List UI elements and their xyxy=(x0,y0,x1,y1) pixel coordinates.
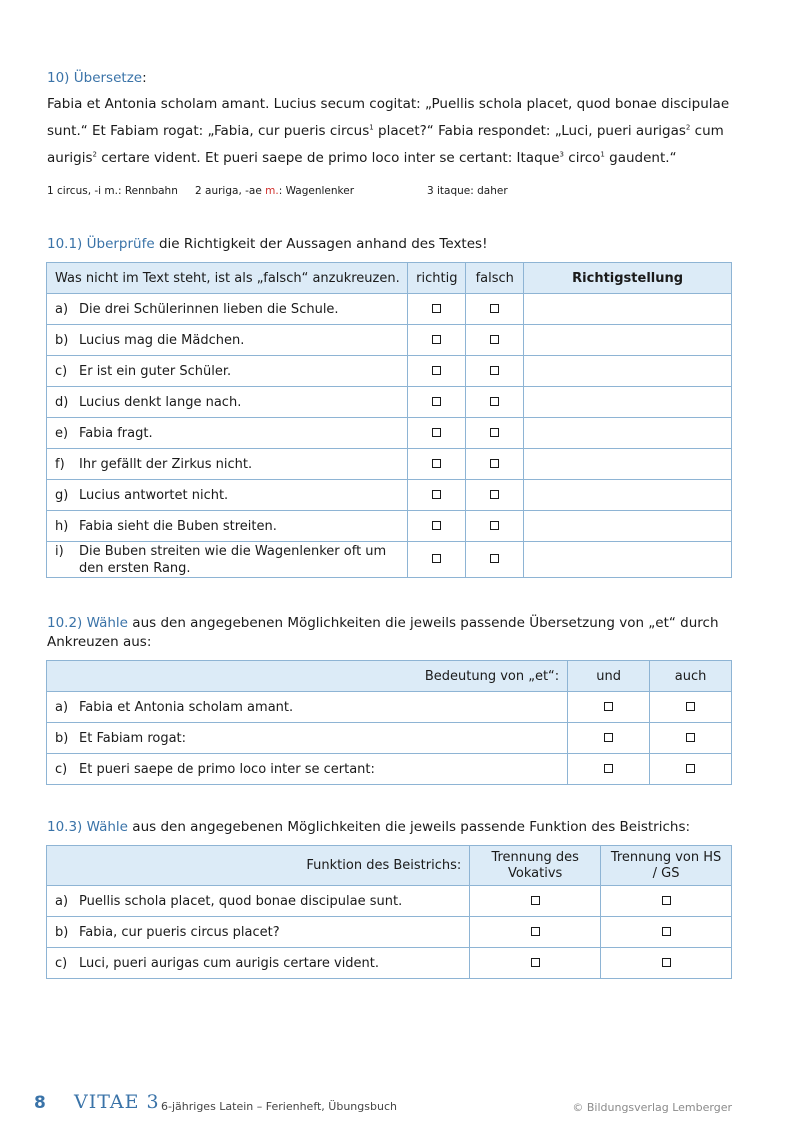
correction-field[interactable] xyxy=(524,387,732,418)
task1-header-richtigstellung: Richtigstellung xyxy=(524,263,732,294)
correction-field[interactable] xyxy=(524,325,732,356)
richtig-checkbox[interactable] xyxy=(432,335,441,344)
correction-field[interactable] xyxy=(524,294,732,325)
task1-instruction xyxy=(47,235,747,254)
richtig-checkbox[interactable] xyxy=(432,459,441,468)
table-row xyxy=(47,387,732,418)
falsch-checkbox[interactable] xyxy=(490,366,499,375)
row-letter: c) xyxy=(55,363,68,379)
latin-line-2b: placet?“ Fabia respondet: „Luci, pueri aurigas xyxy=(373,123,686,139)
statement-cell xyxy=(47,387,408,418)
row-text: Luci, pueri aurigas cum aurigis certare vident. xyxy=(79,955,380,971)
falsch-cell[interactable] xyxy=(466,418,524,449)
row-letter: c) xyxy=(55,761,68,777)
row-letter: c) xyxy=(55,955,68,971)
footnote-1: 1 circus, -i m.: Rennbahn xyxy=(47,185,178,197)
table-row xyxy=(47,948,732,979)
footnote-ref-2: 2 xyxy=(685,123,691,132)
richtig-checkbox[interactable] xyxy=(432,304,441,313)
row-letter: f) xyxy=(55,456,65,472)
latin-line-3b: certare vident. Et pueri saepe de primo loco inter se certant: Itaque xyxy=(96,150,560,166)
latin-line-3c: circo xyxy=(563,150,601,166)
richtig-cell[interactable] xyxy=(408,356,466,387)
row-text: Fabia, cur pueris circus placet? xyxy=(79,924,280,940)
row-text: Lucius denkt lange nach. xyxy=(79,394,242,410)
statement-cell xyxy=(47,542,408,578)
falsch-cell[interactable] xyxy=(466,480,524,511)
falsch-checkbox[interactable] xyxy=(490,428,499,437)
sentence-cell xyxy=(47,948,470,979)
richtig-checkbox[interactable] xyxy=(432,366,441,375)
hs-gs-cell[interactable] xyxy=(601,917,732,948)
latin-line-1: Fabia et Antonia scholam amant. Lucius secum cogitat: „Puellis schola placet, quod bonae discipulae xyxy=(47,96,730,112)
richtig-cell[interactable] xyxy=(408,325,466,356)
task2-table xyxy=(46,660,732,785)
row-letter: d) xyxy=(55,394,69,410)
row-letter: b) xyxy=(55,332,69,348)
row-letter: i) xyxy=(55,543,64,559)
footnote-3: 3 itaque: daher xyxy=(427,185,508,197)
und-cell[interactable] xyxy=(568,754,650,785)
falsch-cell[interactable] xyxy=(466,387,524,418)
hs-gs-checkbox[interactable] xyxy=(662,958,671,967)
richtig-cell[interactable] xyxy=(408,542,466,578)
task3-text: aus den angegebenen Möglichkeiten die jeweils passende Funktion des Beistrichs: xyxy=(128,819,691,835)
row-text: Die drei Schülerinnen lieben die Schule. xyxy=(79,301,339,317)
task1-text: die Richtigkeit der Aussagen anhand des Textes! xyxy=(154,236,488,252)
footnote-2-gender: m. xyxy=(265,185,279,197)
footnote-2-text: 2 auriga, -ae xyxy=(195,185,266,197)
vokativ-cell[interactable] xyxy=(470,917,601,948)
task1-label: 10.1) Überprüfe xyxy=(47,236,155,252)
correction-field[interactable] xyxy=(524,418,732,449)
footnote-ref-4: 3 xyxy=(559,150,564,159)
sentence-cell xyxy=(47,917,470,948)
sentence-cell xyxy=(47,886,470,917)
latin-line-2a: sunt.“ Et Fabiam rogat: „Fabia, cur pueris circus xyxy=(47,123,370,139)
und-cell[interactable] xyxy=(568,723,650,754)
table-row xyxy=(47,886,732,917)
richtig-checkbox[interactable] xyxy=(432,554,441,563)
und-checkbox[interactable] xyxy=(604,764,613,773)
auch-checkbox[interactable] xyxy=(686,733,695,742)
vokativ-checkbox[interactable] xyxy=(531,927,540,936)
row-letter: h) xyxy=(55,518,69,534)
auch-checkbox[interactable] xyxy=(686,702,695,711)
task3-header-function: Funktion des Beistrichs: xyxy=(47,846,470,886)
task1-header-row xyxy=(47,263,732,294)
row-letter: b) xyxy=(55,924,69,940)
falsch-cell[interactable] xyxy=(466,294,524,325)
und-cell[interactable] xyxy=(568,692,650,723)
falsch-checkbox[interactable] xyxy=(490,459,499,468)
correction-field[interactable] xyxy=(524,511,732,542)
footnote-2 xyxy=(195,185,354,197)
latin-line-3d: gaudent.“ xyxy=(604,150,677,166)
auch-cell[interactable] xyxy=(650,723,732,754)
table-row xyxy=(47,542,732,578)
falsch-cell[interactable] xyxy=(466,542,524,578)
falsch-checkbox[interactable] xyxy=(490,521,499,530)
task3-header-hs-gs: Trennung von HS / GS xyxy=(601,846,732,886)
vokativ-cell[interactable] xyxy=(470,886,601,917)
sentence-cell xyxy=(47,723,568,754)
vokativ-checkbox[interactable] xyxy=(531,896,540,905)
table-row xyxy=(47,917,732,948)
correction-field[interactable] xyxy=(524,356,732,387)
table-row xyxy=(47,480,732,511)
latin-line-2 xyxy=(47,118,747,145)
und-checkbox[interactable] xyxy=(604,702,613,711)
row-text: Fabia fragt. xyxy=(79,425,153,441)
row-letter: a) xyxy=(55,301,69,317)
statement-cell xyxy=(47,325,408,356)
book-subtitle: 6-jähriges Latein – Ferienheft, Übungsbuch xyxy=(161,1100,397,1113)
exercise-colon: : xyxy=(142,70,147,86)
task1-header-richtig: richtig xyxy=(408,263,466,294)
vokativ-cell[interactable] xyxy=(470,948,601,979)
latin-line-2c: cum xyxy=(690,123,724,139)
row-text: Et pueri saepe de primo loco inter se certant: xyxy=(79,761,375,777)
statement-cell xyxy=(47,294,408,325)
row-text: Er ist ein guter Schüler. xyxy=(79,363,232,379)
richtig-checkbox[interactable] xyxy=(432,521,441,530)
row-letter: a) xyxy=(55,699,69,715)
auch-cell[interactable] xyxy=(650,692,732,723)
falsch-checkbox[interactable] xyxy=(490,335,499,344)
task2-text: aus den angegebenen Möglichkeiten die jeweils passende Übersetzung von „et“ durch Ankreuzen aus: xyxy=(47,615,719,650)
row-text: Die Buben streiten wie die Wagenlenker oft um den ersten Rang. xyxy=(79,543,387,576)
task2-instruction xyxy=(47,614,747,652)
table-row xyxy=(47,418,732,449)
richtig-cell[interactable] xyxy=(408,480,466,511)
sentence-cell xyxy=(47,754,568,785)
und-checkbox[interactable] xyxy=(604,733,613,742)
task3-table xyxy=(46,845,732,979)
latin-line-3 xyxy=(47,145,747,172)
statement-cell xyxy=(47,449,408,480)
auch-checkbox[interactable] xyxy=(686,764,695,773)
richtig-cell[interactable] xyxy=(408,294,466,325)
table-row xyxy=(47,294,732,325)
falsch-cell[interactable] xyxy=(466,449,524,480)
row-letter: g) xyxy=(55,487,69,503)
richtig-cell[interactable] xyxy=(408,387,466,418)
vokativ-checkbox[interactable] xyxy=(531,958,540,967)
task2-header-row xyxy=(47,661,732,692)
row-text: Ihr gefällt der Zirkus nicht. xyxy=(79,456,253,472)
exercise-title: Übersetze xyxy=(73,70,143,86)
falsch-checkbox[interactable] xyxy=(490,554,499,563)
falsch-checkbox[interactable] xyxy=(490,490,499,499)
row-text: Lucius mag die Mädchen. xyxy=(79,332,245,348)
richtig-checkbox[interactable] xyxy=(432,428,441,437)
falsch-checkbox[interactable] xyxy=(490,304,499,313)
row-letter: e) xyxy=(55,425,69,441)
task1-table xyxy=(46,262,732,578)
statement-cell xyxy=(47,511,408,542)
row-letter: a) xyxy=(55,893,69,909)
task2-header-meaning: Bedeutung von „et“: xyxy=(47,661,568,692)
row-text: Fabia sieht die Buben streiten. xyxy=(79,518,277,534)
task3-header-vokativ: Trennung des Vokativs xyxy=(470,846,601,886)
falsch-cell[interactable] xyxy=(466,325,524,356)
row-text: Et Fabiam rogat: xyxy=(79,730,187,746)
richtig-cell[interactable] xyxy=(408,418,466,449)
latin-line-3a: aurigis xyxy=(47,150,93,166)
series-logo: VITAE 3 xyxy=(74,1091,160,1113)
exercise-heading xyxy=(47,70,147,86)
richtig-checkbox[interactable] xyxy=(432,397,441,406)
statement-cell xyxy=(47,480,408,511)
table-row xyxy=(47,754,732,785)
task2-header-und: und xyxy=(568,661,650,692)
footnote-ref-5: 1 xyxy=(600,150,605,159)
task1-body xyxy=(47,294,732,578)
falsch-checkbox[interactable] xyxy=(490,397,499,406)
footnote-ref-3: 2 xyxy=(92,150,97,159)
task3-label: 10.3) Wähle xyxy=(47,819,128,835)
falsch-cell[interactable] xyxy=(466,356,524,387)
task3-body xyxy=(47,886,732,979)
richtig-checkbox[interactable] xyxy=(432,490,441,499)
task2-label: 10.2) Wähle xyxy=(47,615,128,631)
task3-header-row xyxy=(47,846,732,886)
footnote-ref-1: 1 xyxy=(369,123,374,132)
hs-gs-cell[interactable] xyxy=(601,948,732,979)
table-row xyxy=(47,511,732,542)
richtig-cell[interactable] xyxy=(408,511,466,542)
footnote-2-meaning: : Wagenlenker xyxy=(278,185,355,197)
row-letter: b) xyxy=(55,730,69,746)
copyright: © Bildungsverlag Lemberger xyxy=(572,1101,732,1114)
statement-cell xyxy=(47,418,408,449)
task1-header-statement: Was nicht im Text steht, ist als „falsch“ anzukreuzen. xyxy=(47,263,408,294)
correction-field[interactable] xyxy=(524,542,732,578)
table-row xyxy=(47,692,732,723)
hs-gs-cell[interactable] xyxy=(601,886,732,917)
correction-field[interactable] xyxy=(524,480,732,511)
table-row xyxy=(47,449,732,480)
auch-cell[interactable] xyxy=(650,754,732,785)
task1-header-falsch: falsch xyxy=(466,263,524,294)
row-text: Fabia et Antonia scholam amant. xyxy=(79,699,294,715)
task2-body xyxy=(47,692,732,785)
row-text: Puellis schola placet, quod bonae discipulae sunt. xyxy=(79,893,403,909)
statement-cell xyxy=(47,356,408,387)
hs-gs-checkbox[interactable] xyxy=(662,927,671,936)
falsch-cell[interactable] xyxy=(466,511,524,542)
table-row xyxy=(47,325,732,356)
table-row xyxy=(47,356,732,387)
exercise-number: 10) xyxy=(47,70,70,86)
hs-gs-checkbox[interactable] xyxy=(662,896,671,905)
row-text: Lucius antwortet nicht. xyxy=(79,487,229,503)
task3-instruction xyxy=(47,818,747,837)
latin-text xyxy=(47,91,747,172)
sentence-cell xyxy=(47,692,568,723)
task2-header-auch: auch xyxy=(650,661,732,692)
page-number: 8 xyxy=(34,1093,46,1113)
correction-field[interactable] xyxy=(524,449,732,480)
table-row xyxy=(47,723,732,754)
richtig-cell[interactable] xyxy=(408,449,466,480)
